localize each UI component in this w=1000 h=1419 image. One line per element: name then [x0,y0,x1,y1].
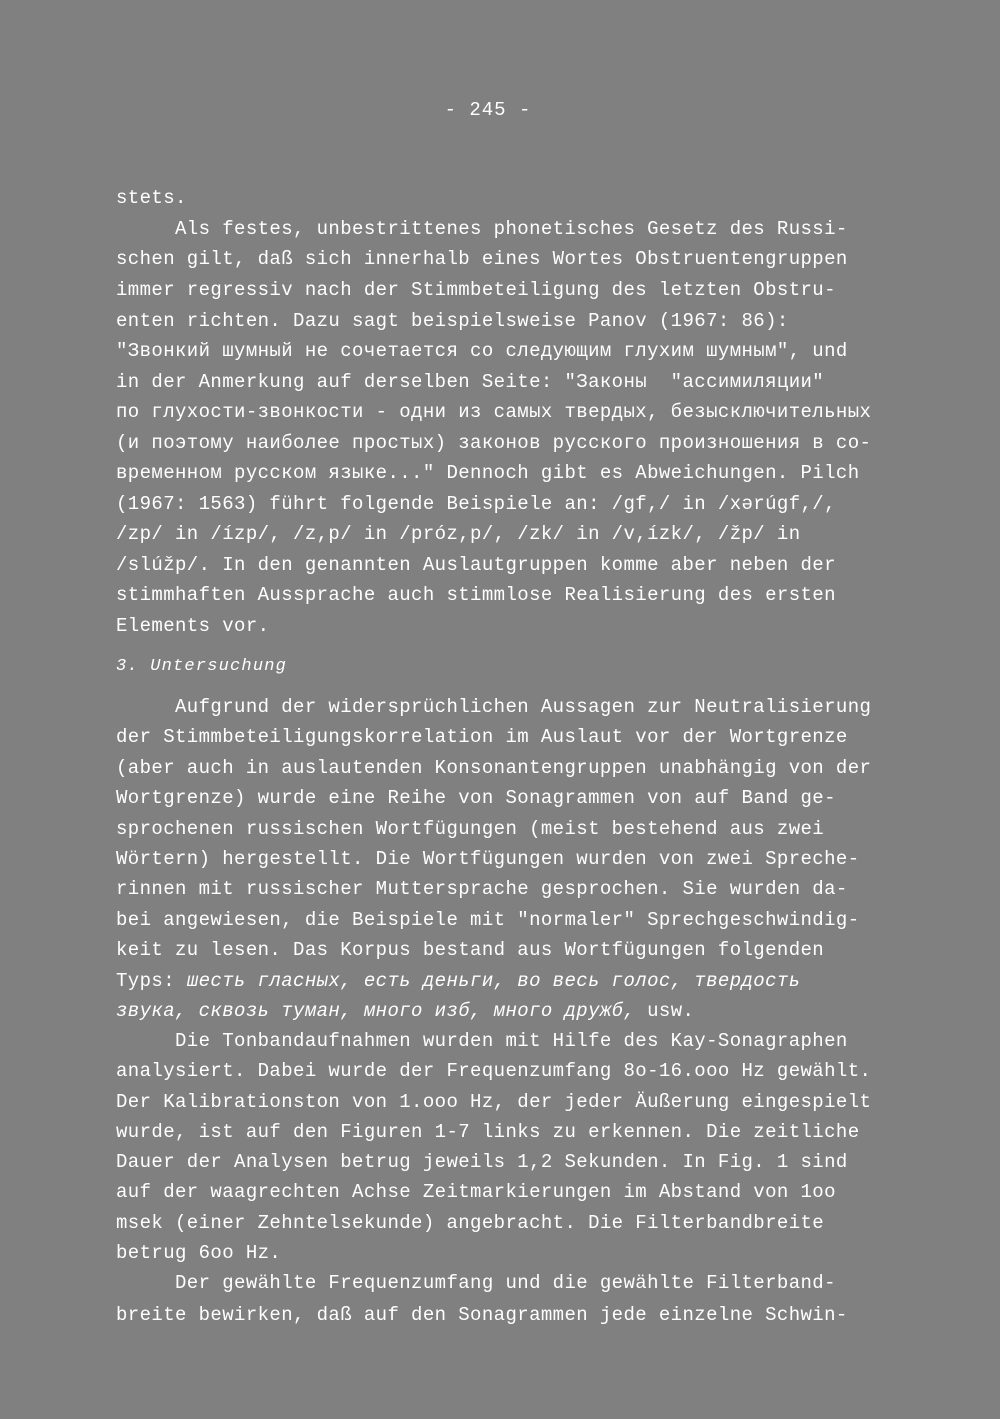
line-text: bei angewiesen, die Beispiele mit "normaler" Sprechgeschwindig- [116,909,860,931]
line-text: Typs: [116,970,187,992]
line-text: Elements vor. [116,615,270,637]
text-line [116,787,836,809]
line-text: временном русском языке..." Dennoch gibt es Abweichungen. Pilch [116,462,860,484]
line-text: immer regressiv nach der Stimmbeteiligung des letzten Obstru- [116,279,836,301]
line-text: analysiert. Dabei wurde der Frequenzumfang 8o-16.ooo Hz gewählt. [116,1060,872,1082]
text-line [116,554,836,576]
section-heading [116,656,287,678]
text-line [116,1304,848,1326]
line-text: (aber auch in auslautenden Konsonantengruppen unabhängig von der [116,757,872,779]
text-line [116,584,836,606]
line-text: 3. Untersuchung [116,657,288,676]
text-line [116,615,269,637]
line-text: Dauer der Analysen betrug jeweils 1,2 Sekunden. In Fig. 1 sind [116,1151,848,1173]
line-text: Aufgrund der widersprüchlichen Aussagen zur Neutralisierung [116,696,872,718]
line-text: Der gewählte Frequenzumfang und die gewählte Filterband- [116,1272,836,1294]
line-text: /slúžp/. In den genannten Auslautgruppen komme aber neben der [116,554,836,576]
line-text: in der Anmerkung auf derselben Seite: "Законы "ассимиляции" [116,371,825,393]
text-line [116,1091,871,1113]
line-text: "Звонкий шумный не сочетается со следующим глухим шумным", und [116,340,848,362]
text-line [116,432,871,454]
text-line [116,279,836,301]
text-line [116,523,801,545]
text-line [116,696,871,718]
text-line [116,218,848,240]
text-line [116,1181,836,1203]
text-line [116,1030,848,1052]
line-text: по глухости-звонкости - одни из самых твердых, безысключительных [116,401,872,423]
text-line [116,371,824,393]
line-text: wurde, ist auf den Figuren 1-7 links zu erkennen. Die zeitliche [116,1121,860,1143]
line-text: stimmhaften Aussprache auch stimmlose Realisierung des ersten [116,584,836,606]
line-text: stets. [116,187,187,209]
line-text: Wortgrenze) wurde eine Reihe von Sonagrammen von auf Band ge- [116,787,836,809]
line-text: (1967: 1563) führt folgende Beispiele an: /gf,/ in /xərúgf,/, [116,493,836,515]
text-line [116,909,860,931]
text-line [116,726,848,748]
line-text-after: usw. [635,1000,695,1022]
text-line [116,493,836,515]
line-text: sprochenen russischen Wortfügungen (meist bestehend aus zwei [116,818,825,840]
text-line [116,1000,694,1022]
line-text: Wörtern) hergestellt. Die Wortfügungen wurden von zwei Spreche- [116,848,860,870]
text-line [116,1060,871,1082]
text-line [116,1242,281,1264]
line-text: msek (einer Zehntelsekunde) angebracht. Die Filterbandbreite [116,1212,825,1234]
italic-example-text: шесть гласных, есть деньги, во весь голос, твердость [186,970,801,992]
line-text: schen gilt, daß sich innerhalb eines Wortes Obstruentengruppen [116,248,848,270]
text-line [116,1212,824,1234]
text-line [116,310,789,332]
text-line [116,248,848,270]
line-text: (и поэтому наиболее простых) законов русского произношения в со- [116,432,872,454]
text-line [116,462,860,484]
text-line [116,340,848,362]
line-text: breite bewirken, daß auf den Sonagrammen jede einzelne Schwin- [116,1304,848,1326]
text-line [116,1151,848,1173]
line-text: auf der waagrechten Achse Zeitmarkierungen im Abstand von 1oo [116,1181,836,1203]
text-line [116,878,848,900]
text-line [116,1272,836,1294]
text-line [116,757,871,779]
text-line [116,970,801,992]
italic-example-text: звука, сквозь туман, много изб, много дружб, [116,1000,636,1022]
text-line [116,939,824,961]
text-line [116,401,871,423]
text-line [116,1121,860,1143]
line-text: /zp/ in /ízp/, /z,p/ in /próz,p/, /zk/ in /v,ízk/, /žp/ in [116,523,801,545]
line-text: betrug 6oo Hz. [116,1242,282,1264]
line-text: enten richten. Dazu sagt beispielsweise Panov (1967: 86): [116,310,789,332]
text-line [116,818,824,840]
page-number: - 245 - [444,99,532,121]
line-text: Die Tonbandaufnahmen wurden mit Hilfe des Kay-Sonagraphen [116,1030,848,1052]
text-line [116,187,187,209]
line-text: keit zu lesen. Das Korpus bestand aus Wortfügungen folgenden [116,939,825,961]
text-line [116,848,860,870]
line-text: der Stimmbeteiligungskorrelation im Auslaut vor der Wortgrenze [116,726,848,748]
line-text: Der Kalibrationston von 1.ooo Hz, der jeder Äußerung eingespielt [116,1091,872,1113]
line-text: Als festes, unbestrittenes phonetisches Gesetz des Russi- [116,218,848,240]
line-text: rinnen mit russischer Muttersprache gesprochen. Sie wurden da- [116,878,848,900]
